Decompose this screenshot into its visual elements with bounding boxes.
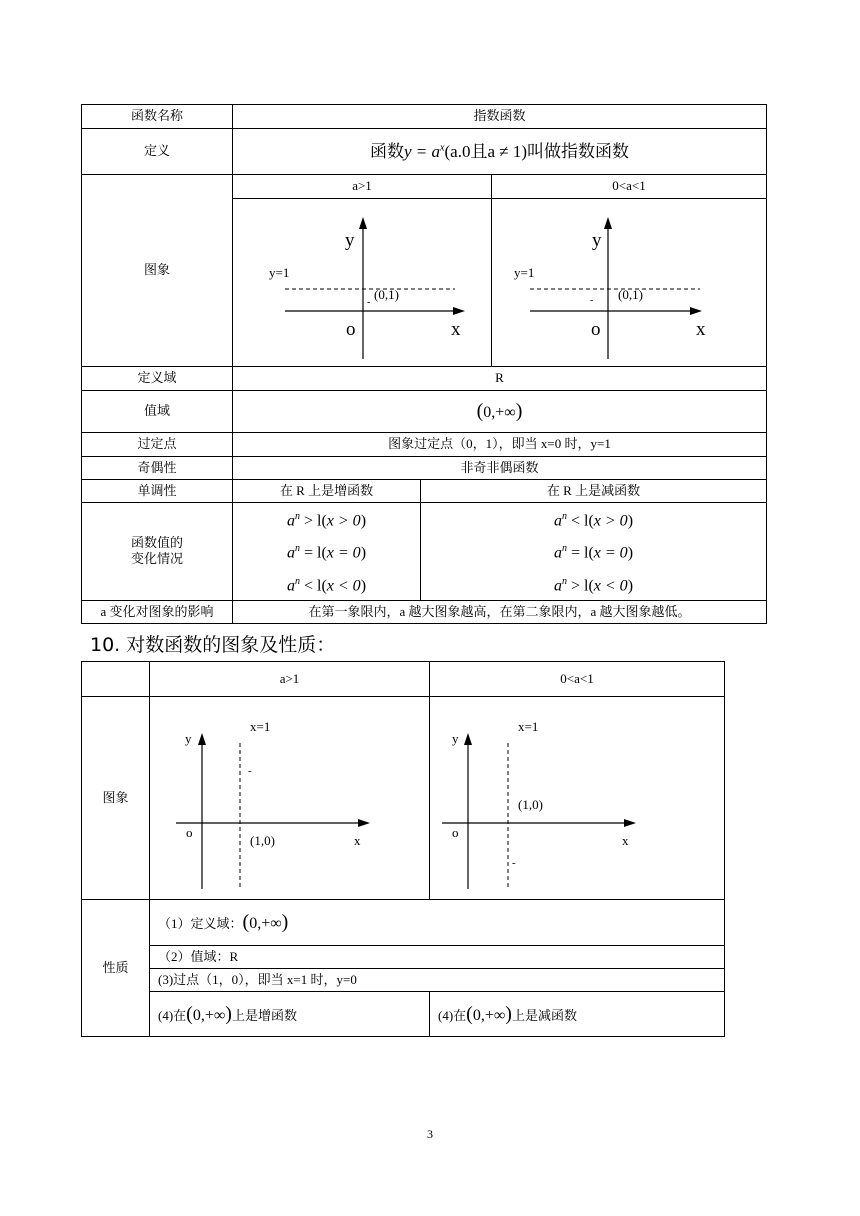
definition-suffix: 叫做指数函数 bbox=[526, 141, 629, 161]
log-graph-a-lt-1 bbox=[430, 697, 725, 900]
monotonic-label: 单调性 bbox=[82, 480, 233, 503]
definition-formula: y = a bbox=[404, 141, 441, 161]
y-axis-arrow bbox=[359, 217, 367, 229]
y-axis-arrow bbox=[604, 217, 612, 229]
inc-cond: x > 0 bbox=[326, 512, 361, 530]
inc-rel: = l( bbox=[299, 544, 327, 562]
dec-end: ) bbox=[627, 544, 634, 562]
case-a-gt-1: a>1 bbox=[233, 175, 492, 199]
point-label: (0,1) bbox=[374, 286, 399, 302]
exp-graph-a-lt-1 bbox=[492, 199, 767, 367]
log-props-label: 性质 bbox=[82, 900, 150, 1037]
dec-base: a bbox=[553, 576, 562, 594]
fixed-point-label: 过定点 bbox=[82, 433, 233, 457]
inc-rel: < l( bbox=[299, 576, 327, 594]
x1-label: x=1 bbox=[518, 718, 539, 734]
dec-base: a bbox=[553, 512, 562, 530]
dec-end: ) bbox=[627, 576, 634, 594]
y1-label: y=1 bbox=[514, 264, 535, 280]
log-function-table bbox=[81, 661, 725, 1037]
y1-label: y=1 bbox=[269, 264, 290, 280]
dec-rel: = l( bbox=[566, 544, 594, 562]
log-graph-label: 图象 bbox=[82, 697, 150, 900]
prop4-inc-prefix: (4)在 bbox=[158, 1007, 187, 1023]
origin-label: o bbox=[591, 318, 601, 340]
definition-label: 定义 bbox=[82, 129, 233, 175]
point-label: (1,0) bbox=[518, 796, 543, 812]
effect-label: a 变化对图象的影响 bbox=[82, 600, 233, 623]
tick-mark: - bbox=[590, 294, 594, 306]
x-axis-arrow bbox=[624, 819, 636, 827]
dec-exp: n bbox=[561, 575, 567, 587]
x-label: x bbox=[451, 318, 461, 340]
range-label: 值域 bbox=[82, 391, 233, 433]
dec-base: a bbox=[553, 544, 562, 562]
inc-cond: x = 0 bbox=[326, 544, 361, 562]
origin-label: o bbox=[346, 318, 356, 340]
y-axis-arrow bbox=[464, 733, 472, 745]
definition-exponent: x bbox=[440, 142, 445, 154]
change-label-line1: 函数值的 bbox=[130, 535, 183, 551]
prop4-decreasing: (4)在(0,+∞)上是减函数 bbox=[430, 992, 725, 1037]
inc-end: ) bbox=[360, 512, 367, 530]
exp-graph-svg-2 bbox=[492, 201, 767, 365]
x-label: x bbox=[354, 832, 361, 848]
parity-value: 非奇非偶函数 bbox=[233, 457, 767, 480]
x-label: x bbox=[696, 318, 706, 340]
inc-end: ) bbox=[360, 576, 367, 594]
dec-cond: x = 0 bbox=[593, 544, 628, 562]
monotonic-decreasing: 在 R 上是减函数 bbox=[421, 480, 767, 503]
y-label: y bbox=[592, 229, 602, 251]
inc-exp: n bbox=[294, 511, 300, 522]
change-label bbox=[82, 503, 233, 601]
page-number: 3 bbox=[427, 1127, 433, 1141]
exp-graph-a-gt-1 bbox=[233, 199, 492, 367]
point-label: (0,1) bbox=[618, 286, 643, 302]
prop4-dec-value: 0,+∞ bbox=[472, 1006, 506, 1024]
y-label: y bbox=[452, 730, 459, 746]
dec-rel: < l( bbox=[566, 512, 594, 530]
prop2: （2）值域：R bbox=[150, 946, 725, 969]
prop3: (3)过点（1，0），即当 x=1 时，y=0 bbox=[150, 969, 725, 992]
log-graph-svg-2 bbox=[430, 699, 725, 898]
inc-base: a bbox=[286, 544, 295, 562]
fixed-point-value: 图象过定点（0，1），即当 x=0 时，y=1 bbox=[233, 433, 767, 457]
prop4-dec-prefix: (4)在 bbox=[438, 1007, 467, 1023]
dec-rel: > l( bbox=[566, 576, 594, 594]
point-label: (1,0) bbox=[250, 832, 275, 848]
log-graph-svg-1 bbox=[150, 699, 430, 898]
dec-exp: n bbox=[561, 511, 567, 522]
y-axis-arrow bbox=[198, 733, 206, 745]
x1-label: x=1 bbox=[250, 718, 271, 734]
log-case-a-lt-1: 0<a<1 bbox=[430, 662, 725, 697]
dec-exp: n bbox=[561, 543, 567, 555]
dec-end: ) bbox=[627, 512, 634, 530]
tick-mark: - bbox=[367, 296, 371, 308]
parity-label: 奇偶性 bbox=[82, 457, 233, 480]
inc-exp: n bbox=[294, 575, 300, 587]
inc-base: a bbox=[286, 512, 295, 530]
range-value: 0,+∞ bbox=[483, 404, 516, 421]
tick-mark: - bbox=[248, 764, 252, 777]
origin-label: o bbox=[452, 824, 459, 840]
prop4-dec-suffix: 上是减函数 bbox=[511, 1007, 577, 1023]
dec-cond: x > 0 bbox=[593, 512, 628, 530]
x-axis-arrow bbox=[690, 307, 702, 315]
log-graph-a-gt-1 bbox=[150, 697, 430, 900]
x-label: x bbox=[622, 832, 629, 848]
inc-end: ) bbox=[360, 544, 367, 562]
section-10-heading: 10. 对数函数的图象及性质： bbox=[90, 634, 336, 656]
change-label-line2: 变化情况 bbox=[130, 551, 183, 567]
log-case-a-gt-1: a>1 bbox=[150, 662, 430, 697]
change-decreasing bbox=[421, 503, 767, 601]
y-label: y bbox=[185, 730, 192, 746]
dec-cond: x < 0 bbox=[593, 576, 628, 594]
domain-label: 定义域 bbox=[82, 367, 233, 391]
graph-label: 图象 bbox=[82, 175, 233, 367]
range-value-cell: (0,+∞) bbox=[233, 391, 767, 433]
prop4-inc-suffix: 上是增函数 bbox=[231, 1007, 297, 1023]
monotonic-increasing: 在 R 上是增函数 bbox=[233, 480, 421, 503]
header-label: 函数名称 bbox=[82, 105, 233, 129]
definition-cell bbox=[233, 129, 767, 175]
prop1-value: 0,+∞ bbox=[249, 915, 282, 932]
log-header-empty bbox=[82, 662, 150, 697]
inc-cond: x < 0 bbox=[326, 576, 361, 594]
effect-value: 在第一象限内，a 越大图象越高，在第二象限内，a 越大图象越低。 bbox=[233, 600, 767, 623]
inc-rel: > l( bbox=[299, 512, 327, 530]
header-value: 指数函数 bbox=[233, 105, 767, 129]
inc-base: a bbox=[286, 576, 295, 594]
exp-function-table bbox=[81, 104, 767, 624]
prop4-inc-value: 0,+∞ bbox=[192, 1006, 226, 1024]
prop4-increasing: (4)在(0,+∞)上是增函数 bbox=[150, 992, 430, 1037]
definition-condition: (a.0且a ≠ 1) bbox=[444, 141, 527, 161]
change-increasing bbox=[233, 503, 421, 601]
definition-prefix: 函数 bbox=[370, 141, 404, 161]
x-axis-arrow bbox=[453, 307, 465, 315]
inc-exp: n bbox=[294, 543, 300, 555]
case-a-lt-1: 0<a<1 bbox=[492, 175, 767, 199]
prop1-prefix: （1）定义域： bbox=[158, 916, 243, 931]
y-label: y bbox=[345, 229, 355, 251]
domain-value: R bbox=[233, 367, 767, 391]
prop1: （1）定义域：(0,+∞) bbox=[150, 900, 725, 946]
origin-label: o bbox=[186, 824, 193, 840]
x-axis-arrow bbox=[358, 819, 370, 827]
tick-mark: - bbox=[512, 856, 516, 869]
